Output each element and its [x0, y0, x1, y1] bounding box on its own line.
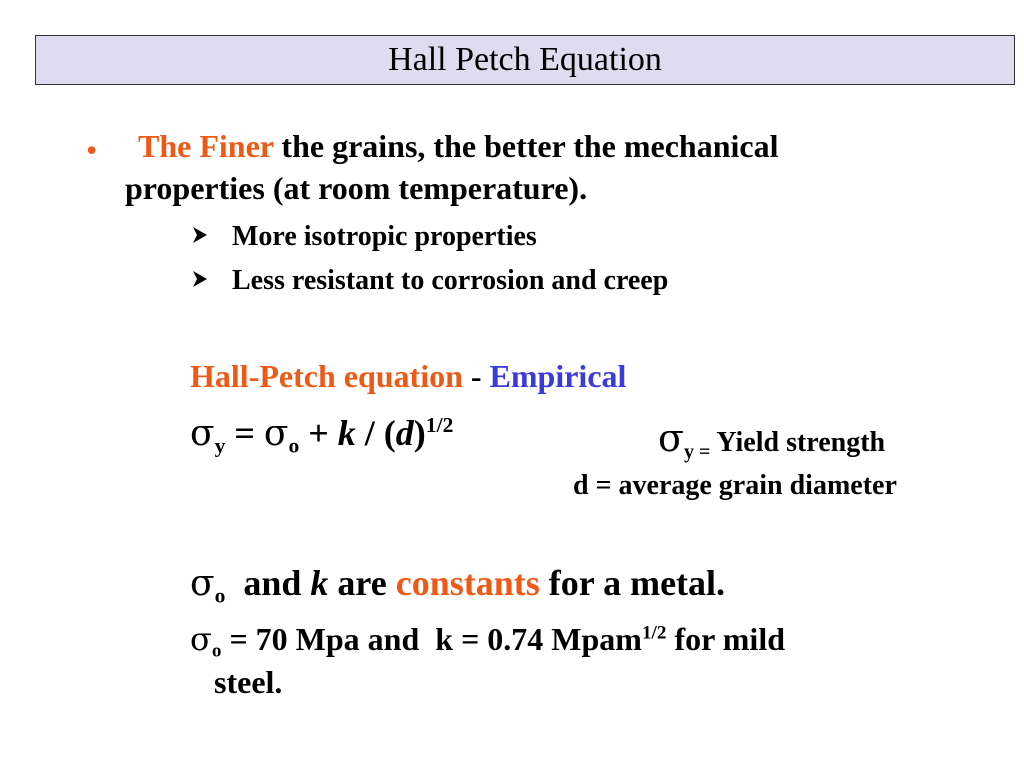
sigma-symbol: σ — [190, 413, 215, 454]
d-variable: d — [395, 413, 414, 453]
subscript-o: o — [211, 640, 222, 662]
exponent: 1/2 — [425, 413, 454, 438]
subscript-o: o — [288, 433, 300, 458]
bullet-rest: the grains, the better the mechanical — [281, 128, 779, 164]
sigma-symbol: σ — [658, 416, 684, 460]
grain-diameter-definition: d = average grain diameter — [573, 470, 897, 501]
bullet-dot-icon: • — [86, 132, 98, 168]
subscript-y: y — [214, 433, 226, 458]
constants-word: constants — [395, 563, 540, 603]
equation-type: Empirical — [489, 358, 627, 394]
hall-petch-formula — [190, 412, 453, 459]
bullet-line-2: properties (at room temperature). — [125, 170, 588, 206]
yield-definition — [658, 416, 885, 464]
bullet-line-1 — [138, 128, 779, 165]
subitem-label: More isotropic properties — [232, 221, 537, 252]
sigma-symbol: σ — [190, 620, 212, 658]
equals-sign: = — [225, 413, 264, 453]
are-word: are — [337, 563, 387, 603]
and-word: and — [243, 563, 302, 603]
subscript-o: o — [214, 583, 226, 608]
constants-line — [190, 562, 725, 609]
divide-open: / ( — [355, 413, 396, 453]
arrow-bullet-icon — [190, 265, 232, 297]
subscript-y-equals: y = — [683, 441, 711, 463]
equation-separator: - — [470, 358, 482, 394]
plus-sign: + — [299, 413, 338, 453]
exponent: 1/2 — [641, 622, 667, 644]
for-metal-text: for a metal. — [548, 563, 726, 603]
arrow-bullet-icon — [190, 221, 232, 253]
slide-title-bar — [35, 35, 1015, 85]
bullet-highlight: The Finer — [138, 128, 274, 164]
k-variable: k — [337, 413, 356, 453]
subitem-1 — [190, 221, 537, 253]
subitem-label: Less resistant to corrosion and creep — [232, 265, 669, 296]
example-values-line-2: steel. — [214, 664, 283, 700]
k-variable: k — [310, 563, 329, 603]
yield-text: Yield strength — [716, 427, 886, 458]
close-paren: ) — [413, 413, 426, 453]
subitem-2 — [190, 265, 668, 297]
example-equation: = 70 Mpa and k = 0.74 Mpam — [229, 621, 642, 657]
slide-title: Hall Petch Equation — [388, 41, 662, 78]
equation-header — [190, 358, 626, 395]
example-values-line-1 — [190, 620, 785, 663]
sigma-symbol: σ — [263, 413, 289, 454]
example-tail: for mild — [674, 621, 785, 657]
equation-name: Hall-Petch equation — [190, 358, 463, 394]
sigma-symbol: σ — [190, 563, 215, 604]
